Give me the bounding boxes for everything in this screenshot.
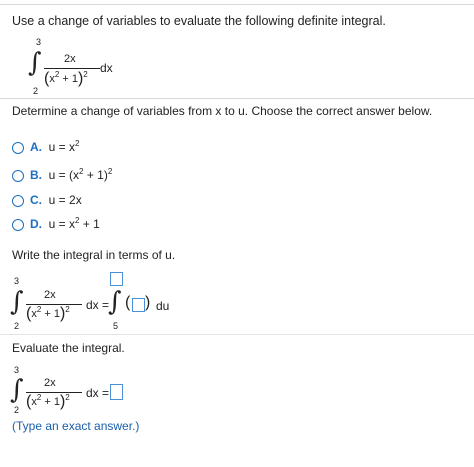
option-c[interactable] (12, 193, 212, 209)
part2-divider (0, 334, 474, 335)
upper-limit-u-input[interactable] (110, 272, 123, 286)
option-d-radio[interactable] (12, 219, 24, 231)
option-a-radio[interactable] (12, 142, 24, 154)
exact-answer-hint: (Type an exact answer.) (12, 419, 140, 433)
answer-input[interactable] (110, 384, 123, 400)
top-divider (0, 4, 474, 5)
part2-question: Write the integral in terms of u. (12, 248, 176, 262)
part3-denominator: $(x^2 + 1)^2$ (26, 393, 70, 410)
part3-upper-limit: 3 (14, 365, 20, 375)
part3-question: Evaluate the integral. (12, 341, 125, 355)
option-d-letter: D. (30, 217, 42, 231)
part3-fraction-bar (26, 392, 82, 393)
fraction-denominator: $(x^2 + 1)^2$ (44, 70, 88, 87)
part2-denominator: $(x^2 + 1)^2$ (26, 305, 70, 322)
option-d-text: u = x (48, 217, 76, 231)
part2-equals: dx = (86, 298, 110, 312)
section-divider (0, 98, 474, 99)
integrand-left-paren: ( (125, 294, 131, 311)
part2-lower-limit: 2 (14, 321, 20, 331)
option-a-letter: A. (30, 140, 42, 154)
integral-sign: ∫ (28, 48, 42, 78)
integrand-u-input[interactable] (132, 298, 145, 312)
fraction-bar (44, 68, 100, 69)
lower-limit-u: 5 (113, 321, 119, 331)
du-label: du (156, 299, 170, 313)
part1-question: Determine a change of variables from x to u. Choose the correct answer below. (12, 104, 433, 118)
part2-upper-limit: 3 (14, 276, 20, 286)
fraction-numerator: 2x (64, 53, 76, 65)
option-b[interactable]: B. $u = (x^2 + 1)^2$ (12, 166, 212, 186)
part2-integral-sign: ∫ (10, 287, 24, 317)
option-c-radio[interactable] (12, 195, 24, 207)
option-c-text: u = 2x (48, 193, 82, 207)
option-b-radio[interactable] (12, 170, 24, 182)
part3-equals: dx = (86, 386, 110, 400)
part2-fraction-bar (26, 304, 82, 305)
problem-prompt: Use a change of variables to evaluate the following definite integral. (12, 14, 386, 28)
upper-limit: 3 (36, 37, 42, 47)
option-c-letter: C. (30, 193, 42, 207)
lower-limit: 2 (33, 86, 39, 96)
part3-numerator: 2x (44, 377, 56, 389)
option-b-letter: B. (30, 168, 42, 182)
integrand-right-paren: ) (145, 294, 151, 311)
option-d[interactable]: D. $u = x^2 + 1$ (12, 217, 212, 233)
option-a-text: u = x (48, 140, 76, 154)
part3-integral-sign: ∫ (10, 375, 24, 405)
part3-lower-limit: 2 (14, 405, 20, 415)
part2-numerator: 2x (44, 289, 56, 301)
u-integral-sign: ∫ (108, 287, 122, 317)
option-b-text: u = (x (48, 168, 80, 182)
differential-dx: dx (100, 61, 113, 75)
option-a[interactable]: A. $u = x^2$ (12, 140, 212, 156)
